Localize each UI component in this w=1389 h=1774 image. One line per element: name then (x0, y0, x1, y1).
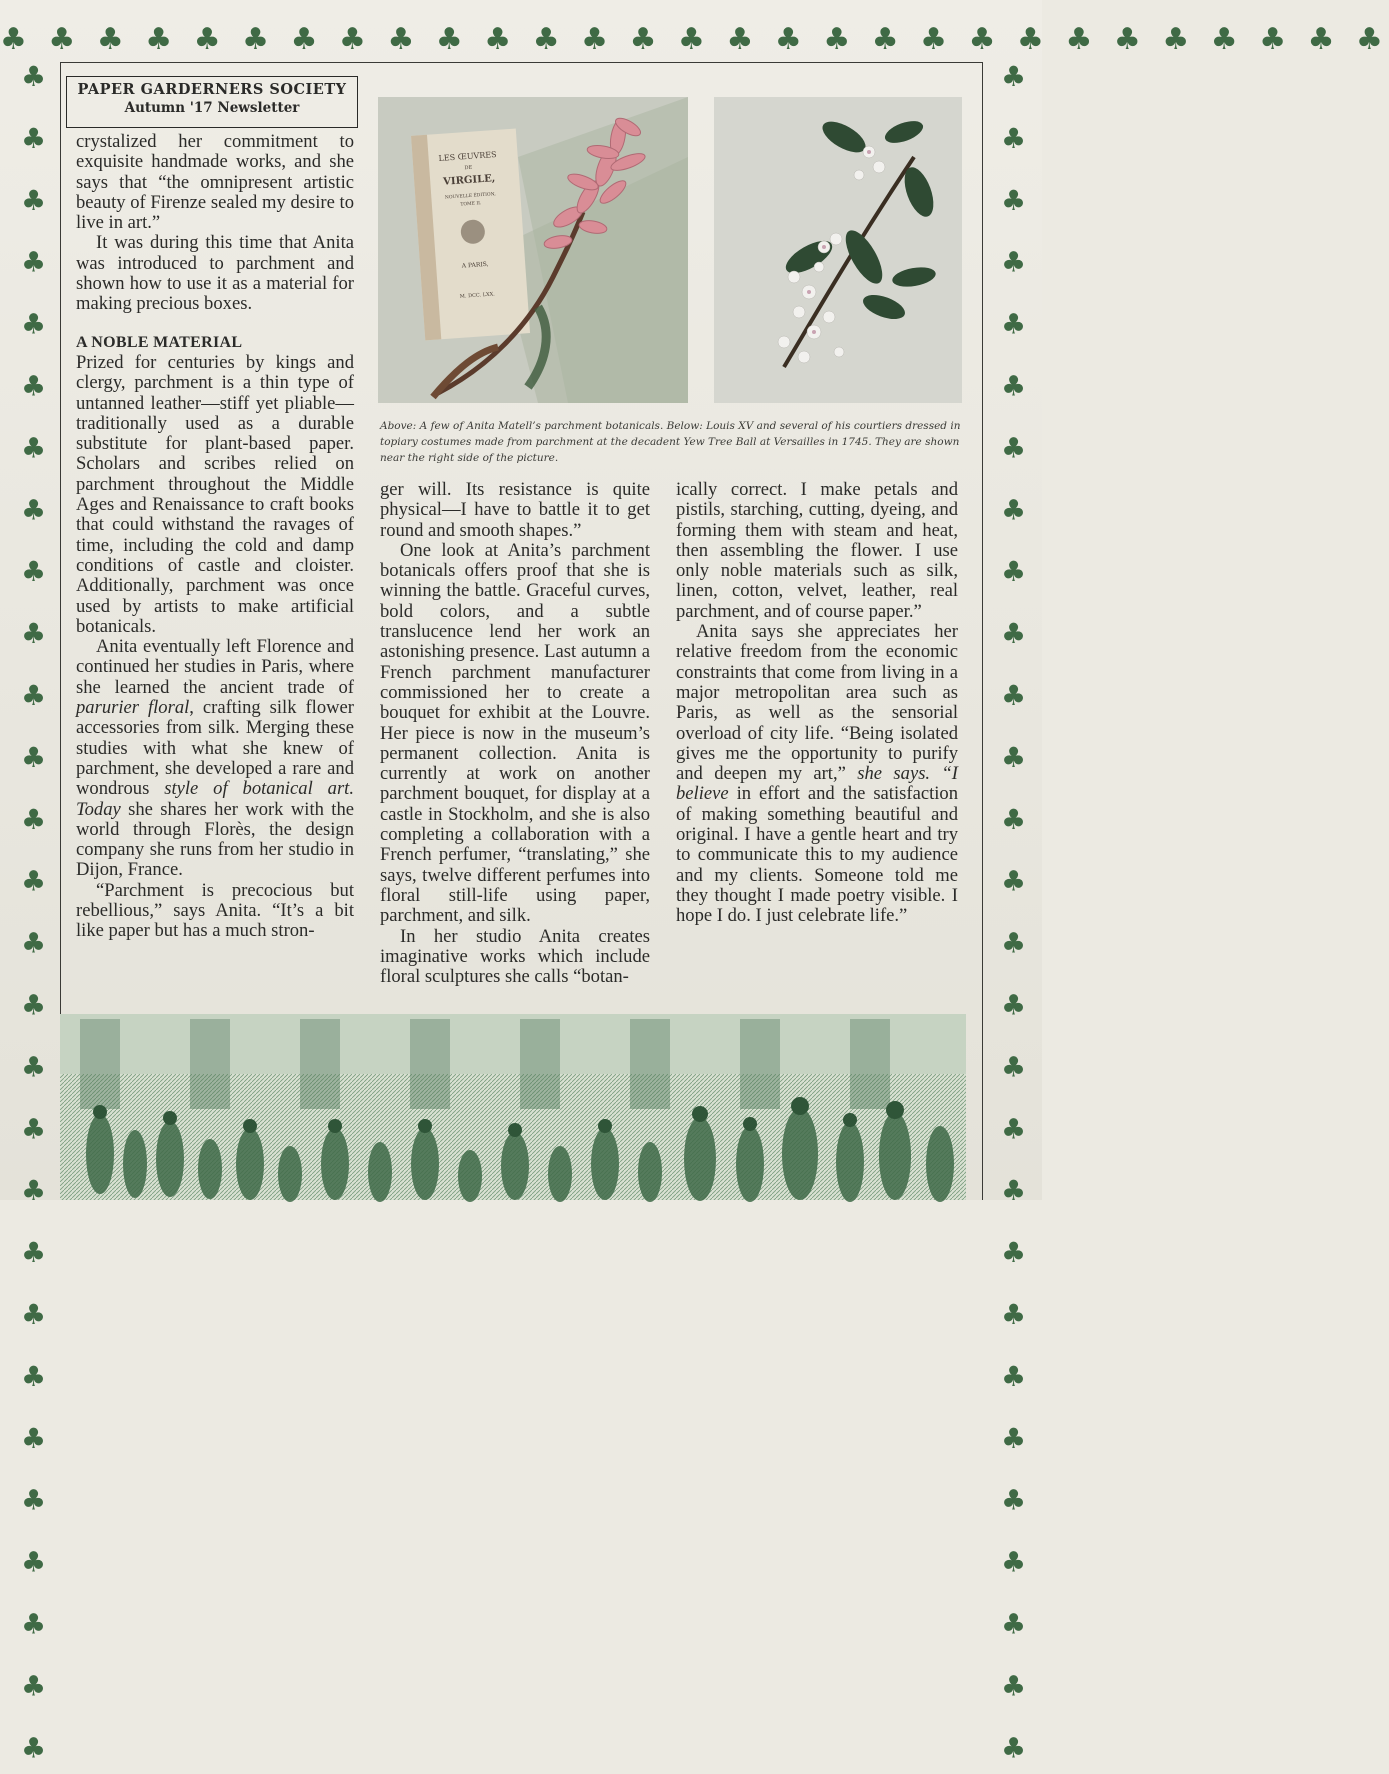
masthead (66, 76, 358, 128)
section-heading: A NOBLE MATERIAL (76, 333, 243, 351)
photo-white-blossoms (714, 97, 962, 403)
paragraph: One look at Anita’s parchment botanicals offers proof that she is winning the battle. Graceful curves, bold colors, and a subtle translucence lend her work an astonishing presence. Last autumn a French parchment manufacturer commissioned her to create a bouquet for exhibit at the Louvre. Her piece is now in the museum’s permanent collection. Anita is currently at work on another parchment bouquet, for display at a castle in Stockholm, and she is also completing a collaboration with a French perfumer, “translating,” she says, twelve different perfumes into floral still-life using paper, parchment, and silk. (380, 539, 650, 927)
book-title-line: TOME II. (460, 201, 482, 208)
emphasis: style of botanical art. Today (76, 778, 354, 820)
ornamental-border-right: ♣ ♣ ♣ ♣ ♣ ♣ ♣ ♣ ♣ ♣ ♣ ♣ ♣ ♣ ♣ ♣ ♣ ♣ ♣ ♣ ♣ ♣ ♣ ♣ ♣ ♣ ♣ ♣ (997, 60, 1030, 1774)
ornamental-border-top: ♣ ♣ ♣ ♣ ♣ ♣ ♣ ♣ ♣ ♣ ♣ ♣ ♣ ♣ ♣ ♣ ♣ ♣ ♣ ♣ ♣ ♣ ♣ ♣ ♣ ♣ ♣ ♣ ♣ (0, 22, 1389, 57)
book-title-line: M. DCC. LXX. (459, 291, 495, 300)
article-column-2 (380, 480, 650, 987)
engraving-yew-tree-ball (60, 1014, 966, 1200)
paragraph: Anita eventually left Florence and continued her studies in Paris, where she learned the ancient trade of parurier floral, crafting silk flower accessories from silk. Merging these studies with what she knew of parchment, she developed a rare and wondrous style of botanical art. Today she shares her work with the world through Florès, the design company she runs from her studio in Dijon, France. (76, 636, 354, 881)
paragraph: It was during this time that Anita was introduced to parchment and shown how to use it as a material for making precious boxes. (76, 232, 354, 315)
paragraph: ically correct. I make petals and pistils, starching, cutting, dyeing, and forming them with steam and heat, then assembling the flower. I use only noble materials such as silk, linen, cotton, velvet, leather, real parchment, and of course paper.” (676, 479, 958, 622)
paragraph: crystalized her commitment to exquisite handmade works, and she says that “the omnipresent artistic beauty of Firenze sealed my desire to live in art.” (76, 131, 354, 234)
paragraph: ger will. Its resistance is quite physical—I have to battle it to get round and smooth shapes.” (380, 479, 650, 541)
border-rule-top (60, 62, 983, 63)
book-title-line: A PARIS, (461, 260, 489, 270)
book-title-line: DE (464, 164, 473, 172)
emphasis: parurier floral (76, 697, 190, 719)
ornamental-border-left: ♣ ♣ ♣ ♣ ♣ ♣ ♣ ♣ ♣ ♣ ♣ ♣ ♣ ♣ ♣ ♣ ♣ ♣ ♣ ♣ ♣ ♣ ♣ ♣ ♣ ♣ ♣ ♣ (17, 60, 50, 1774)
photo-book-and-flower (378, 97, 688, 403)
book-title-line: LES ŒUVRES (438, 149, 497, 163)
book-title-line: VIRGILE, (442, 173, 496, 188)
border-rule-right (982, 62, 983, 1200)
paragraph: Anita says she appreciates her relative freedom from the economic constraints that come from living in a major metropolitan area such as Paris, as well as the sensorial overload of city life. “Being isolated gives me the opportunity to purify and deepen my art,” she says. “I believe in effort and the satisfaction of making something beautiful and original. I have a gentle heart and try to communicate this to my audience and my clients. Someone told me they thought I made poetry visible. I hope I do. I just celebrate life.” (676, 621, 958, 927)
photo-caption: Above: A few of Anita Matell’s parchment botanicals. Below: Louis XV and several of his courtiers dressed in topiary costumes made from parchment at the decadent Yew Tree Ball at Versailles in 1745. They are shown near the right side of the picture. (380, 420, 961, 464)
paragraph: In her studio Anita creates imaginative works which include floral sculptures she calls “botan- (380, 925, 650, 988)
paragraph: “Parchment is precocious but rebellious,” says Anita. “It’s a bit like paper but has a much stron- (76, 879, 354, 942)
book-title-line: NOUVELLE ÉDITION, (444, 192, 496, 201)
issue-name: Autumn '17 Newsletter (124, 100, 300, 116)
article-column-3 (676, 480, 958, 927)
society-name: PAPER GARDERNERS SOCIETY (77, 81, 347, 98)
article-column-1 (76, 132, 354, 942)
paragraph: Prized for centuries by kings and clergy, parchment is a thin type of untanned leather—stiff yet pliable—traditionally used as a durable substitute for plant-based paper. Scholars and scribes relied on parchment throughout the Middle Ages and Renaissance to craft books that could withstand the ravages of time, including the cold and damp conditions of castle and cloister. Additionally, parchment was once used by artists to make artificial botanicals. (76, 351, 354, 637)
emphasis: she says. “I believe (676, 763, 958, 805)
